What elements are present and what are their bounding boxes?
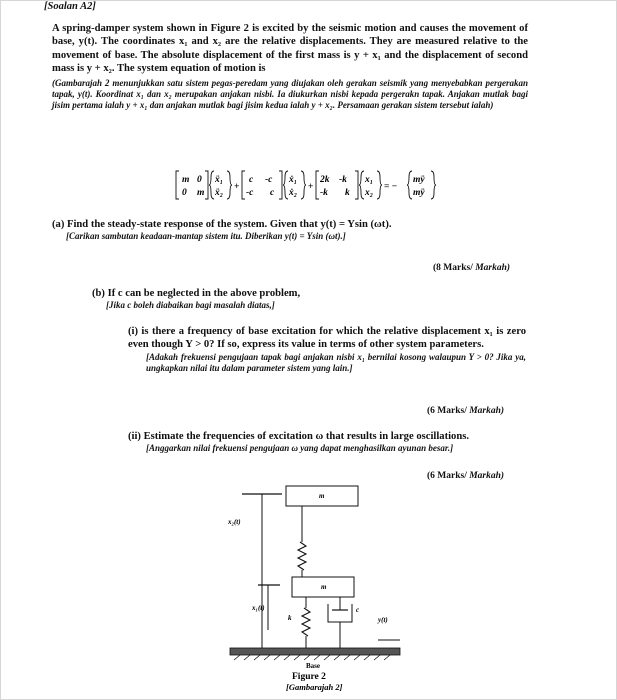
- x2-label: x₂(t): [228, 518, 241, 526]
- base-plate: [230, 648, 400, 655]
- intro-english: A spring-damper system shown in Figure 2 is excited by the seismic motion and causes the movement of base, y(t). The coordinates x₁ and x₂ are the relative displacements. They are measured relative to the movement of base. The absolute displacement of the first mass is y + x₁ and the displacement of second mass is y + x₂. The system equation of motion is: [52, 23, 528, 75]
- lower-spring: [302, 597, 310, 648]
- marks-a: (8 Marks/ Markah): [433, 263, 511, 273]
- figure-caption-malay: [Gambarajah 2]: [286, 682, 343, 692]
- mass-11: m: [182, 175, 190, 185]
- damp-21: -c: [246, 188, 254, 198]
- xdd2: ẍ₂: [215, 188, 224, 198]
- marks-b-i: (6 Marks/ Markah): [427, 406, 505, 416]
- plus-1: +: [234, 182, 240, 192]
- intro-malay: (Gambarajah 2 menunjukkan satu sistem pegas-peredam yang diujakan oleh gerakan seismik yang menyebabkan pergerakan tapak, y(t). Koordinat x₁ dan x₂ merupakan anjakan nisbi. Ia diukurkan nisbi kepada pergerakn tapak. Anjakan mutlak bagi jisim pertama ialah y + x₁ dan anjakan mutlak bagi jisim kedua ialah y + x₂. Persamaan gerakan sistem tersebut ialah): [52, 77, 528, 111]
- xdd1: ẍ₁: [215, 175, 224, 185]
- accel-vector: [209, 171, 232, 199]
- rhs-1: mÿ: [413, 175, 425, 185]
- marks-b-ii: (6 Marks/ Markah): [427, 471, 505, 481]
- velocity-vector: [283, 171, 306, 199]
- question-b-i-malay: [Adakah frekuensi pengujaan tapak bagi anjakan nisbi x₁ bernilai kosong walaupun Y > 0? Jika ya, ungkapkan nilai itu dalam parameter sistem yang lain.]: [146, 351, 526, 374]
- base-label: Base: [306, 662, 320, 670]
- stiff-12: -k: [339, 175, 347, 185]
- question-a-malay: [Carikan sambutan keadaan-mantap sistem itu. Diberikan y(t) = Ysin (ωt).]: [66, 231, 346, 242]
- x1: x₁: [365, 175, 374, 185]
- question-b-malay: [Jika c boleh diabaikan bagi masalah diatas,]: [106, 300, 275, 311]
- c-label: c: [356, 606, 360, 614]
- question-b-i-english: (i) is there a frequency of base excitation for which the relative displacement x₁ is zero even though Y > 0? If so, express its value in terms of other system parameters.: [128, 326, 526, 351]
- damper: [328, 597, 352, 648]
- question-b: [92, 287, 528, 312]
- question-b-ii-english: (ii) Estimate the frequencies of excitation ω that results in large oscillations.: [128, 431, 470, 442]
- stiff-22: k: [345, 188, 350, 198]
- question-b-english: (b) If c can be neglected in the above problem,: [92, 288, 301, 299]
- damp-11: c: [249, 175, 254, 185]
- upper-spring: [298, 506, 306, 577]
- middle-mass-label: m: [321, 583, 327, 591]
- damping-matrix: [242, 171, 282, 199]
- x1-label: x₁(t): [252, 604, 265, 612]
- question-a-english: (a) Find the steady-state response of the system. Given that y(t) = Ysin (ωt).: [52, 219, 392, 230]
- xd2: ẋ₂: [289, 188, 298, 198]
- y-label: y(t): [378, 616, 388, 624]
- question-label: [Soalan A2]: [44, 1, 96, 12]
- plus-2: +: [308, 182, 314, 192]
- stiffness-matrix: [316, 171, 358, 199]
- question-a: [52, 218, 528, 243]
- mass-21: 0: [182, 188, 187, 198]
- top-mass-label: m: [319, 492, 325, 500]
- x2: x₂: [365, 188, 374, 198]
- question-b-ii-malay: [Anggarkan nilai frekuensi pengujaan ω yang dapat menghasilkan ayunan besar.]: [146, 443, 454, 454]
- question-b-ii: [128, 430, 526, 455]
- damp-12: -c: [265, 175, 273, 185]
- figure-caption: Figure 2: [292, 672, 326, 682]
- k-label: k: [288, 614, 292, 622]
- damp-22: c: [270, 188, 275, 198]
- figure-2: [220, 480, 420, 700]
- mass-matrix: [176, 171, 208, 199]
- equation-of-motion: [175, 165, 445, 205]
- stiff-21: -k: [320, 188, 328, 198]
- intro-text: [52, 22, 528, 111]
- mass-22: m: [197, 188, 205, 198]
- equals-minus: = −: [384, 182, 398, 192]
- displacement-vector: [359, 171, 382, 199]
- mass-12: 0: [197, 175, 202, 185]
- stiff-11: 2k: [320, 175, 330, 185]
- rhs-vector: [407, 171, 436, 199]
- xd1: ẋ₁: [289, 175, 298, 185]
- rhs-2: mÿ: [413, 188, 425, 198]
- question-b-i: [128, 325, 526, 374]
